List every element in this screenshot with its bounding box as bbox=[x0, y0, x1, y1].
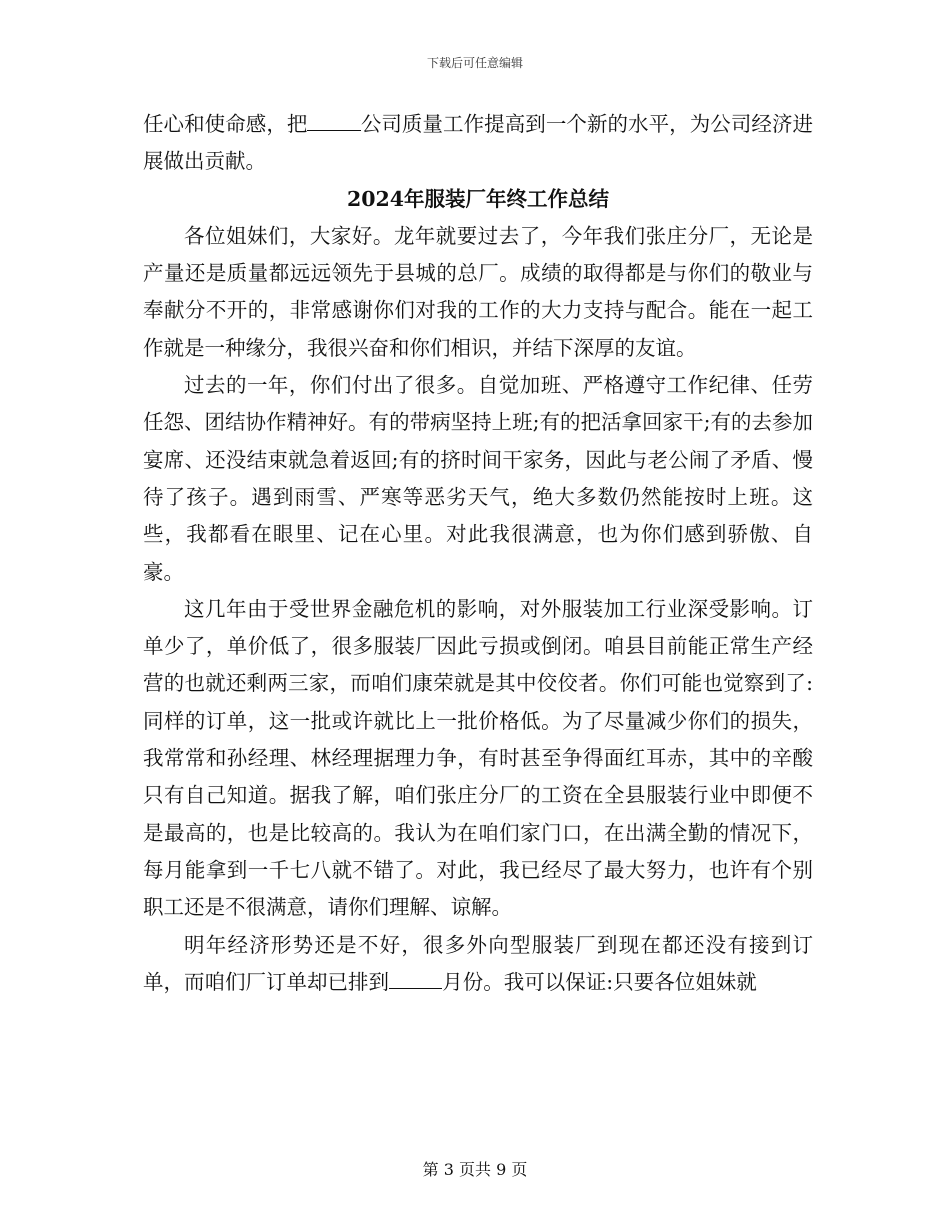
paragraph-3: 这几年由于受世界金融危机的影响，对外服装加工行业深受影响。订单少了，单价低了，很多服装厂因此亏损或倒闭。咱县目前能正常生产经营的也就还剩两三家，而咱们康荣就是其中佼佼者。你们可能也觉察到了:同样的订单，这一批或许就比上一批价格低。为了尽量减少你们的损失，我常常和孙经理、林经理据理力争，有时甚至争得面红耳赤，其中的辛酸只有自己知道。据我了解，咱们张庄分厂的工资在全县服装行业中即便不是最高的，也是比较高的。我认为在咱们家门口，在出满全勤的情况下，每月能拿到一千七八就不错了。对此，我已经尽了最大努力，也许有个别职工还是不很满意，请你们理解、谅解。 bbox=[143, 596, 813, 920]
paragraph-2: 过去的一年，你们付出了很多。自觉加班、严格遵守工作纪律、任劳任怨、团结协作精神好。有的带病坚持上班;有的把活拿回家干;有的去参加宴席、还没结束就急着返回;有的挤时间干家务，因此与老公闹了矛盾、慢待了孩子。遇到雨雪、严寒等恶劣天气，绝大多数仍然能按时上班。这些，我都看在眼里、记在心里。对此我很满意，也为你们感到骄傲、自豪。 bbox=[143, 373, 813, 584]
intro-paragraph bbox=[143, 106, 813, 181]
paragraph-4-part2: 月份。我可以保证:只要各位姐妹就 bbox=[442, 969, 757, 994]
intro-text-part2: 公司质量工作提高到一个新的水平，为公司经济进展做出贡献。 bbox=[143, 112, 814, 174]
fill-in-blank bbox=[307, 112, 360, 131]
document-title: 2024年服装厂年终工作总结 bbox=[346, 186, 610, 211]
paragraph-4-part1: 明年经济形势还是不好，很多外向型服装厂到现在都还没有接到订单，而咱们厂订单却已排到 bbox=[143, 932, 813, 994]
intro-text-part1: 任心和使命感，把 bbox=[143, 112, 308, 136]
page-header: 下载后可任意编辑 bbox=[426, 56, 523, 70]
paragraph-4 bbox=[143, 927, 813, 1002]
paragraph-1: 各位姐妹们，大家好。龙年就要过去了，今年我们张庄分厂，无论是产量还是质量都远远领先于县城的总厂。成绩的取得都是与你们的敬业与奉献分不开的，非常感谢你们对我的工作的大力支持与配合。能在一起工作就是一种缘分，我很兴奋和你们相识，并结下深厚的友谊。 bbox=[143, 223, 813, 360]
fill-in-blank bbox=[389, 969, 442, 988]
document-body bbox=[143, 106, 813, 1001]
page-number: 第 3 页共 9 页 bbox=[422, 1160, 528, 1179]
